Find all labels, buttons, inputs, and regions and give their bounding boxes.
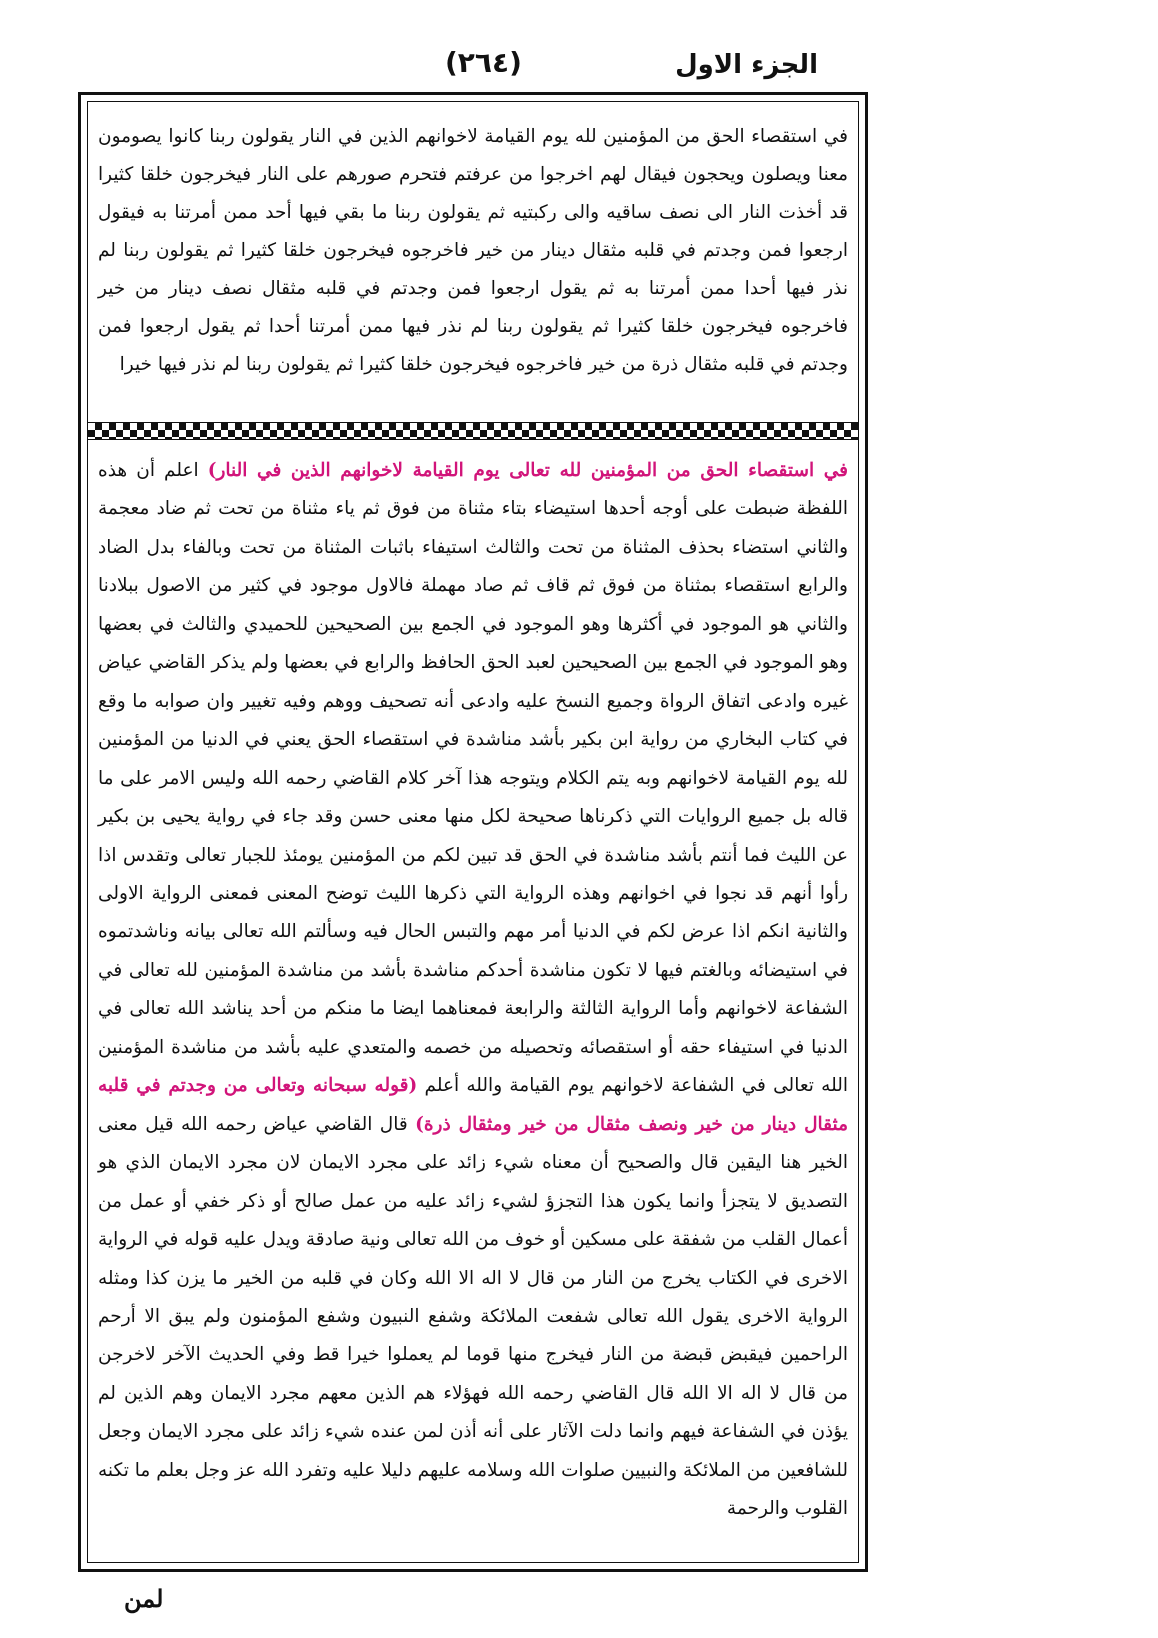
page-frame-inner bbox=[87, 101, 859, 1563]
matn-text: في استقصاء الحق من المؤمنين لله يوم القيامة لاخوانهم الذين في النار يقولون ربنا كانوا يصومون معنا ويصلون ويحجون فيقال لهم اخرجوا من عرفتم فتحرم صورهم على النار فيخرجون خلقا كثيرا قد أخذت النار الى نصف ساقيه والى ركبتيه ثم يقولون ربنا ما بقي فيها أحد ممن أمرتنا به فيقول ارجعوا فمن وجدتم في قلبه مثقال دينار من خير فاخرجوه فيخرجون خلقا كثيرا ثم يقولون ربنا لم نذر فيها أحدا ممن أمرتنا به ثم يقول ارجعوا فمن وجدتم في قلبه مثقال نصف دينار من خير فاخرجوه فيخرجون خلقا كثيرا ثم يقولون ربنا لم نذر فيها ممن أمرتنا أحدا ثم يقول ارجعوا فمن وجدتم في قلبه مثقال ذرة من خير فاخرجوه فيخرجون خلقا كثيرا ثم يقولون ربنا لم نذر فيها خيرا bbox=[98, 126, 848, 375]
page-number: (٢٦٤) bbox=[445, 46, 522, 79]
checkered-divider bbox=[88, 422, 858, 440]
lemma-heading: في استقصاء الحق من المؤمنين لله تعالى يوم القيامة لاخوانهم الذين في النار) bbox=[207, 460, 848, 481]
catchword: لمن bbox=[124, 1584, 164, 1613]
commentary-paragraph: قال القاضي عياض رحمه الله قيل معنى الخير هنا اليقين قال والصحيح أن معناه شيء زائد على مجرد الايمان لان مجرد الايمان الذي هو التصديق لا يتجزأ وانما يكون هذا التجزؤ لشيء زائد عليه من عمل صالح أو ذكر خفي أو عمل من أعمال القلب من شفقة على مسكين أو خوف من الله تعالى ونية صادقة ويدل عليه قوله في الرواية الاخرى في الكتاب يخرج من النار من قال لا اله الا الله وكان في قلبه من الخير ما يزن كذا ومثله الرواية الاخرى يقول الله تعالى شفعت الملائكة وشفع النبيون وشفع المؤمنون ولم يبق الا أرحم الراحمين فيقبض قبضة من النار فيخرج منها قوما لم يعملوا خيرا قط وفي الحديث الآخر لاخرجن من قال لا اله الا الله قال القاضي رحمه الله فهؤلاء هم الذين معهم مجرد الايمان وهم الذين لم يؤذن في الشفاعة فيهم وانما دلت الآثار على أنه أذن لمن عنده شيء زائد على مجرد الايمان وجعل للشافعين من الملائكة والنبيين صلوات الله وسلامه عليهم دليلا عليه وتفرد الله عز وجل بعلم ما تكنه القلوب والرحمة bbox=[98, 1113, 848, 1520]
part-label: الجزء الاول bbox=[675, 50, 818, 80]
page-header bbox=[0, 42, 1158, 90]
lemma-heading: (قوله سبحانه وتعالى من وجدتم في قلبه مثقال دينار من خير ونصف مثقال من خير ومثقال ذرة) bbox=[98, 1075, 848, 1135]
commentary-paragraph: اعلم أن هذه اللفظة ضبطت على أوجه أحدها استيضاء بتاء مثناة من فوق ثم ياء مثناة من تحت ثم ضاد معجمة والثاني استضاء بحذف المثناة من تحت والثالث استيفاء باثبات المثناة من تحت وبالفاء بدل الضاد والرابع استقصاء بمثناة من فوق ثم قاف ثم صاد مهملة فالاول موجود في كثير من الاصول ببلادنا والثاني هو الموجود في أكثرها وهو الموجود في الجمع بين الصحيحين للحميدي والثالث في بعضها وهو الموجود في الجمع بين الصحيحين لعبد الحق الحافظ والرابع في بعضها ولم يذكر القاضي عياض غيره وادعى اتفاق الرواة وجميع النسخ عليه وادعى أنه تصحيف ووهم وفيه تغيير وان صوابه ما وقع في كتاب البخاري من رواية ابن بكير بأشد مناشدة في استقصاء الحق يعني في الدنيا من المؤمنين لله يوم القيامة لاخوانهم وبه يتم الكلام ويتوجه هذا آخر كلام القاضي رحمه الله وليس الامر على ما قاله بل جميع الروايات التي ذكرناها صحيحة لكل منها معنى حسن وقد جاء في رواية يحيى بن بكير عن الليث فما أنتم بأشد مناشدة في الحق قد تبين لكم من المؤمنين يومئذ للجبار تعالى وتقدس اذا رأوا أنهم قد نجوا في اخوانهم وهذه الرواية التي ذكرها الليث توضح المعنى فمعنى الرواية الاولى والثانية انكم اذا عرض لكم في الدنيا أمر مهم والتبس الحال فيه وسألتم الله تعالى بيانه وناشدتموه في استيضائه وبالغتم فيها لا تكون مناشدة أحدكم مناشدة بأشد من مناشدة المؤمنين لله تعالى في الشفاعة لاخوانهم وأما الرواية الثالثة والرابعة فمعناهما ايضا ما منكم من أحد يناشد الله تعالى في الدنيا في استيفاء حقه أو استقصائه وتحصيله من خصمه والمتعدي عليه بأشد من مناشدة المؤمنين الله تعالى في الشفاعة لاخوانهم يوم القيامة والله أعلم bbox=[98, 460, 848, 1097]
sharh-commentary bbox=[98, 452, 848, 1552]
page-frame bbox=[78, 92, 868, 1572]
